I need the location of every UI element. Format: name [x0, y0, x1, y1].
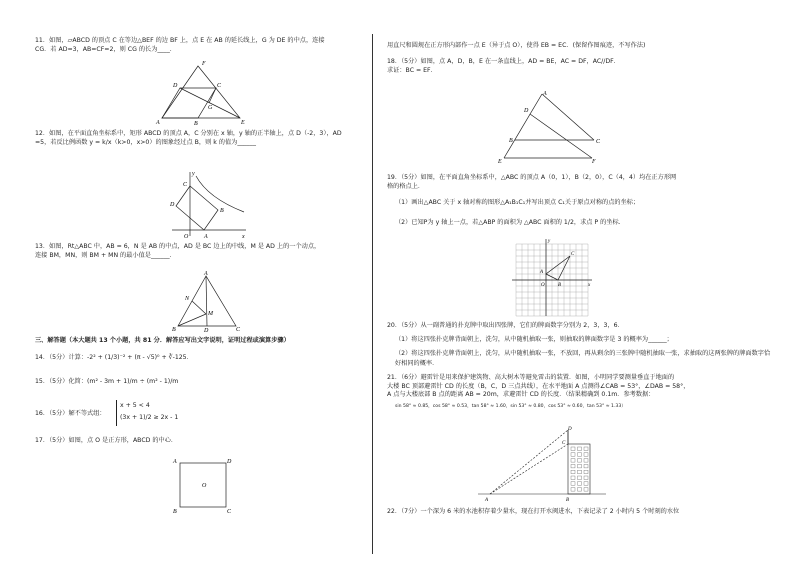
q13-label-n: N [185, 296, 190, 302]
building-window [571, 470, 575, 474]
q20-part-1: （1）将这四张扑克牌背面朝上，洗匀，从中随机抽取一张，则抽取的牌面数字是 3 的概率为______； [395, 336, 673, 343]
q19-part-1: （1）画出△ABC 关于 x 轴对称的图形△A₁B₁C₁并写出顶点 C₁关于原点对称的点的坐标； [395, 199, 640, 206]
question-14: 14．（5分）计算：-2² + (1/3)⁻² + (π - √5)⁰ + ∛-125． [35, 354, 193, 361]
q12-label-x: x [242, 234, 245, 240]
q18-label-f: F [592, 159, 596, 165]
q11-figure [150, 56, 260, 126]
q19-line1: 19．（5分）如图，在平面直角坐标系中，△ABC 的顶点 A（0，1），B（2，0），C（4，4）均在正方形网 [387, 174, 677, 181]
building-window [584, 453, 588, 457]
building-window [584, 470, 588, 474]
q12-label-a: A [204, 234, 208, 240]
q11-label-e: E [241, 120, 245, 126]
q16-system [116, 400, 178, 426]
question-13 [35, 243, 320, 260]
q19-label-x: x [588, 283, 591, 288]
building-window [571, 476, 575, 480]
q17-label-d: D [227, 459, 232, 465]
q13-label-m: M [208, 311, 213, 317]
question-12 [35, 130, 342, 147]
q12-label-c: C [183, 182, 188, 188]
column-divider [372, 34, 373, 554]
building-window [578, 464, 582, 468]
building-window [578, 447, 582, 451]
q17-label-c: C [227, 509, 232, 515]
building-window [571, 488, 575, 492]
question-22: 22．（7分）一个深为 6 米的水池积存着少量水，现在打开水阀进水，下表记录了 2 小时内 5 个时刻的水位 [387, 508, 680, 515]
q13-label-b: B [172, 327, 176, 332]
q18-label-e: E [498, 159, 502, 165]
section-3-heading: 三、解答题（本大题共 13 个小题，共 81 分．解答应写出文字说明，证明过程或演算步骤） [35, 337, 290, 344]
building-window [578, 488, 582, 492]
q19-label-c: C [571, 252, 575, 257]
q16-ineq-2: (3x + 1)/2 ≥ 2x - 1 [120, 414, 179, 421]
q19-line2: 格的格点上． [387, 182, 425, 190]
q12-label-d: D [170, 202, 175, 208]
building-window [584, 482, 588, 486]
q16-ineq-1: x + 5 < 4 [120, 402, 150, 409]
question-21 [387, 374, 689, 400]
building-window [571, 453, 575, 457]
building-window [584, 447, 588, 451]
q21-label-a: A [485, 498, 489, 503]
q21-label-d: D [568, 427, 572, 432]
q11-label-a: A [156, 120, 160, 126]
building-window [571, 464, 575, 468]
q18-figure [494, 88, 604, 166]
q16-prefix: 16．（5分）解不等式组： [35, 410, 106, 417]
q19-part-2: （2）已知P为 y 轴上一点，若△ABP 的面积为 △ABC 面积的 1/2，求点 P 的坐标． [395, 219, 625, 226]
q18-label-c: C [596, 139, 601, 145]
question-18 [387, 58, 620, 75]
q21-line1: 21．（6分）避雷针是用来保护建筑物、高大树木等避免雷击的装置．如图，小明同学要测量垂直于地面的 [387, 374, 675, 381]
building-window [584, 476, 588, 480]
question-15: 15．（5分）化简：(m² - 3m + 1)/m ÷ (m² - 1)/m [35, 378, 179, 385]
q19-label-o: O [541, 283, 545, 288]
q11-label-g: G [208, 105, 213, 111]
q11-label-b: B [194, 121, 198, 126]
q19-label-b: B [558, 283, 562, 288]
q11-line2: CG．若 AD=3，AB=CF=2，则 CG 的长为____． [35, 45, 176, 53]
q12-line1: 12．如图，在平面直角坐标系中，矩形 ABCD 的顶点 A，C 分别在 x 轴，y 轴的正半轴上，点 D（-2，3），AD [35, 130, 342, 137]
q13-line2: 连接 BM，MN，则 BM + MN 的最小值是______． [35, 251, 176, 259]
q11-label-f: F [202, 61, 206, 67]
q19-grid-figure [508, 236, 594, 318]
question-19 [387, 174, 676, 191]
q18-label-a: A [543, 91, 547, 97]
q13-line1: 13．如图，Rt△ABC 中，AB = 6，N 是 AB 的中点，AD 是 BC 边上的中线，M 是 AD 上的一个动点， [35, 243, 321, 250]
q21-label-c: C [562, 441, 566, 446]
building-window [578, 459, 582, 463]
building-window [571, 459, 575, 463]
question-16 [35, 410, 106, 419]
q11-line1: 11．如图，▱ABCD 的顶点 C 在等边△BEF 的边 BF 上，点 E 在 AB 的延长线上，G 为 DE 的中点，连接 [35, 37, 325, 44]
q17-line1: 17．（5分）如图，点 O 是正方形，ABCD 的中心． [35, 437, 178, 444]
q18-line1: 18．（5分）如图，点 A，D，B，E 在一条直线上，AD = BE，AC = DF，AC//DF． [387, 58, 620, 65]
building-window [584, 488, 588, 492]
q17-continued: 用直尺和圆规在正方形内部作一点 E（异于点 O），使得 EB = EC．(保留作图痕迹，不写作法) [387, 42, 646, 49]
q21-label-b: B [566, 498, 570, 503]
building-window [578, 482, 582, 486]
q21-line3: A 点与大楼底部 B 点的距离 AB = 20m，求避雷针 CD 的长度．（结果精确到 0.1m．参考数据： [387, 391, 655, 399]
building-window [578, 453, 582, 457]
q21-reference-data: sin 58° ≈ 0.85，cos 58° ≈ 0.53，tan 58° ≈ 1.60，sin 53° ≈ 0.80，cos 53° ≈ 0.60，tan 53° ≈ 1.33） [395, 404, 626, 409]
building-window [584, 459, 588, 463]
question-20: 20．（5分）从一副普通的扑克牌中取出四张牌，它们的牌面数字分别为 2，3，3，6． [387, 322, 624, 329]
question-11 [35, 37, 325, 54]
q18-label-d: D [524, 108, 529, 114]
q18-label-b: B [509, 138, 513, 144]
q21-line2: 大楼 BC 顶部避雷针 CD 的长度（B，C，D 三点共线），在水平地面 A 点测得∠CAB = 53°，∠DAB = 58°， [387, 382, 690, 390]
q13-label-d: D [204, 328, 209, 332]
q12-figure [168, 168, 248, 240]
building-window [571, 447, 575, 451]
question-17 [35, 437, 177, 446]
building-window [578, 476, 582, 480]
building-window [584, 464, 588, 468]
q17-label-b: B [173, 509, 177, 515]
q17-label-a: A [173, 459, 177, 465]
q12-label-y: y [192, 171, 195, 177]
building-window [571, 482, 575, 486]
q19-label-y: y [548, 239, 551, 244]
q20-part-3: 好相同的概率． [395, 360, 439, 367]
q13-figure [172, 270, 242, 332]
q11-label-d: D [173, 83, 178, 89]
q18-line2: 求证：BC = EF． [387, 66, 437, 74]
q19-label-a: A [540, 270, 544, 275]
q21-building-figure [478, 424, 608, 504]
q13-label-a: A [204, 271, 208, 277]
building-window [578, 470, 582, 474]
q12-label-b: B [220, 208, 224, 214]
q11-label-c: C [217, 83, 222, 89]
q13-label-c: C [236, 327, 241, 332]
q12-line2: =5，若反比例函数 y = k/x（k>0，x>0）的图象经过点 B，则 k 的值为______ [35, 138, 256, 146]
q17-figure [170, 455, 240, 515]
q20-part-2: （2）将这四张扑克牌背面朝上，洗匀，从中随机抽取一张，不放回，再从剩余的三张牌中随机抽取一张，求抽取的这两张牌的牌面数字恰 [395, 350, 771, 357]
q17-label-o: O [202, 483, 207, 489]
q12-label-o: O [184, 234, 189, 240]
